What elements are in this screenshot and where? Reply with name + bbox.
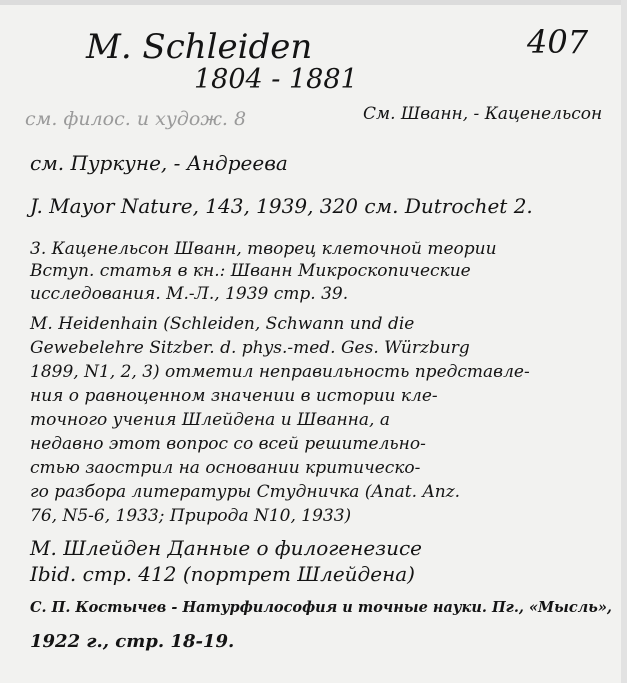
card-number: 407 xyxy=(527,23,589,61)
entry-line: ния о равноценном значении в истории кле- xyxy=(30,386,438,406)
entry-line: 1922 г., стр. 18-19. xyxy=(30,631,235,652)
entry-line: Вступ. статья в кн.: Шванн Микроскопические xyxy=(30,261,471,281)
entry-line: 1899, N1, 2, 3) отметил неправильность представле- xyxy=(30,362,530,382)
card-top-edge xyxy=(0,0,627,5)
faint-note: см. филос. и худож. 8 xyxy=(25,108,247,130)
entry-line: 76, N5-6, 1933; Природа N10, 1933) xyxy=(30,506,352,526)
see-purkyne-ref: см. Пуркуне, - Андреева xyxy=(30,151,288,175)
entry-line: стью заострил на основании критическо- xyxy=(30,458,421,478)
entry-line: 3. Каценельсон Шванн, творец клеточной теории xyxy=(30,239,497,259)
header-name: M. Schleiden xyxy=(86,27,313,67)
entry-line: J. Mayor Nature, 143, 1939, 320 см. Dutrochet 2. xyxy=(30,194,533,218)
entry-line: M. Шлейден Данные о филогенезисе xyxy=(30,536,423,560)
header-years: 1804 - 1881 xyxy=(194,64,358,95)
entry-line: исследования. М.-Л., 1939 стр. 39. xyxy=(30,284,349,304)
see-schwann-ref: См. Шванн, - Каценельсон xyxy=(363,104,603,124)
entry-line: точного учения Шлейдена и Шванна, а xyxy=(30,410,390,430)
entry-line: го разбора литературы Студничка (Anat. Anz. xyxy=(30,482,461,502)
entry-line: M. Heidenhain (Schleiden, Schwann und die xyxy=(30,314,415,334)
entry-line: Gewebelehre Sitzber. d. phys.-med. Ges. Würzburg xyxy=(30,338,470,358)
card-right-edge xyxy=(621,0,627,683)
entry-line: недавно этот вопрос со всей решительно- xyxy=(30,434,426,454)
entry-line: С. П. Костычев - Натурфилософия и точные науки. Пг., «Мысль», xyxy=(30,599,612,616)
entry-line: Ibid. стр. 412 (портрет Шлейдена) xyxy=(30,562,415,586)
